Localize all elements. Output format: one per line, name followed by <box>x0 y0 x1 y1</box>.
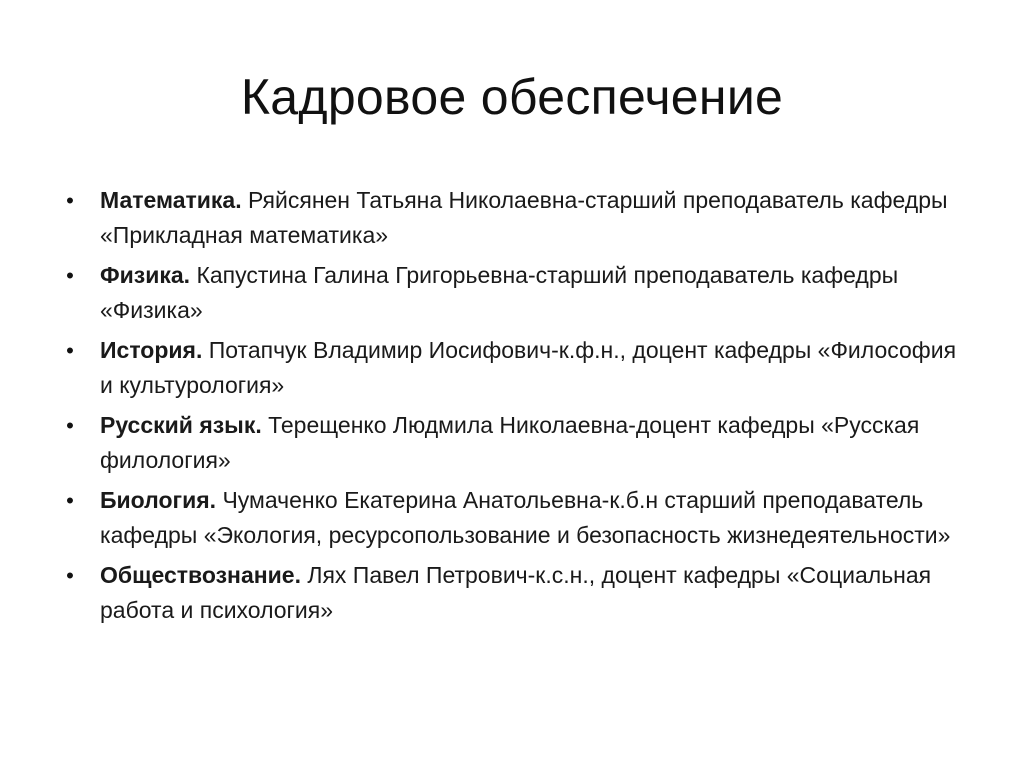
staff-description: Чумаченко Екатерина Анатольевна-к.б.н старший преподаватель кафедры «Экология, ресурсопользование и безопасность жизнедеятельности» <box>100 487 951 548</box>
bullet-icon: • <box>66 263 74 288</box>
list-item <box>60 183 960 253</box>
list-item <box>60 408 960 478</box>
staff-description: Лях Павел Петрович-к.с.н., доцент кафедры «Социальная работа и психология» <box>100 562 932 623</box>
list-item <box>60 558 960 628</box>
subject-label: Биология. <box>100 487 223 513</box>
bullet-list <box>60 183 960 633</box>
subject-label: Физика. <box>100 262 197 288</box>
list-item <box>60 483 960 553</box>
staff-description: Капустина Галина Григорьевна-старший преподаватель кафедры «Физика» <box>100 262 899 323</box>
staff-description: Ряйсянен Татьяна Николаевна-старший преподаватель кафедры «Прикладная математика» <box>100 187 948 248</box>
bullet-icon: • <box>66 413 74 438</box>
bullet-icon: • <box>66 188 74 213</box>
slide-title: Кадровое обеспечение <box>240 69 784 125</box>
list-item <box>60 333 960 403</box>
subject-label: История. <box>100 337 209 363</box>
subject-label: Обществознание. <box>100 562 308 588</box>
subject-label: Русский язык. <box>100 412 269 438</box>
bullet-icon: • <box>66 338 74 363</box>
bullet-icon: • <box>66 488 74 513</box>
bullet-icon: • <box>66 563 74 588</box>
subject-label: Математика. <box>100 187 248 213</box>
staff-description: Терещенко Людмила Николаевна-доцент кафедры «Русская филология» <box>100 412 920 473</box>
list-item <box>60 258 960 328</box>
staff-description: Потапчук Владимир Иосифович-к.ф.н., доцент кафедры «Философия и культурология» <box>100 337 957 398</box>
